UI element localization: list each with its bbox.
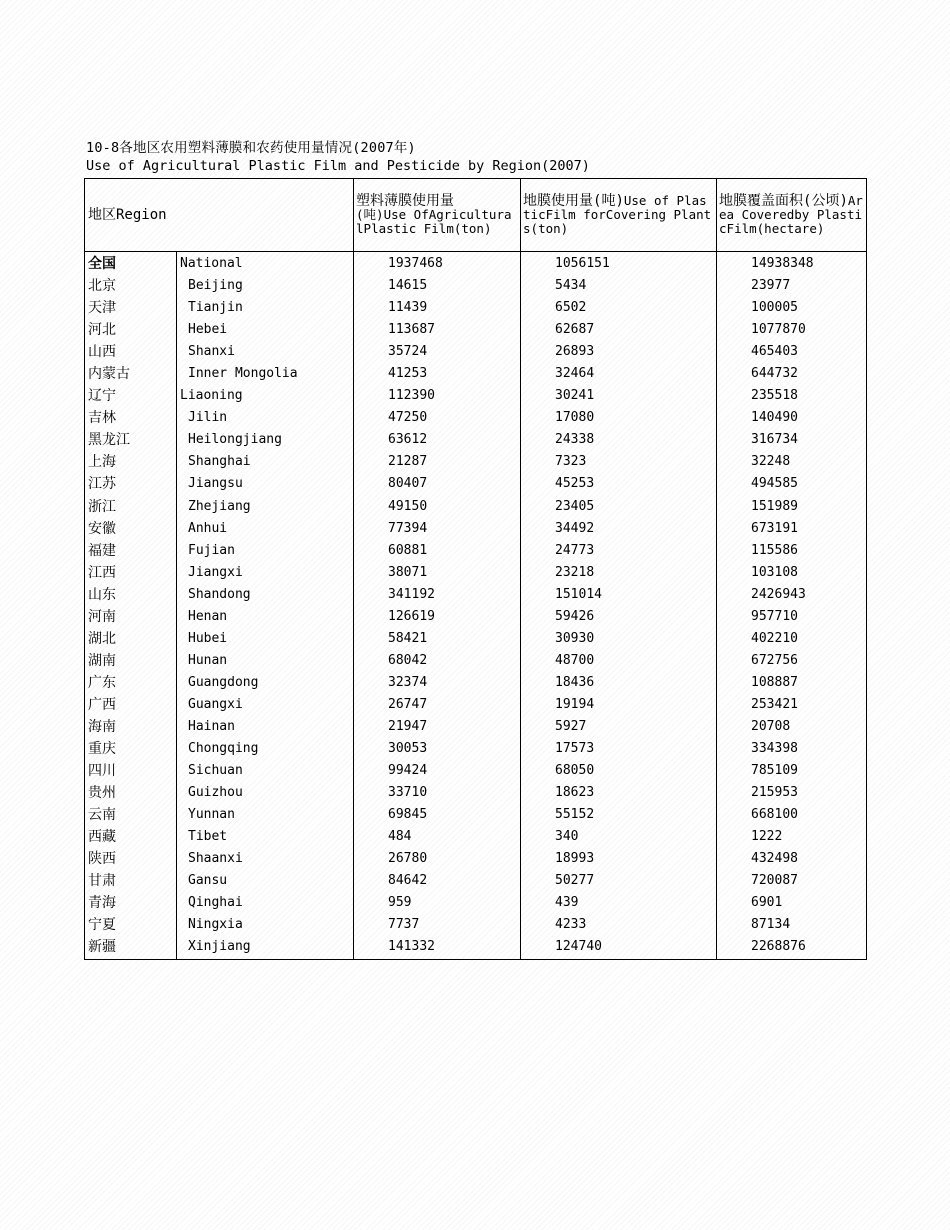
header-mulch-film-use-en: Use of PlasticFilm forCovering Plants(ton) <box>523 193 712 236</box>
covered-area-value: 235518 <box>717 385 867 407</box>
plastic-film-use-value: 63612 <box>354 429 521 451</box>
header-row <box>85 179 867 252</box>
covered-area-value: 465403 <box>717 341 867 363</box>
region-name-cn: 西藏 <box>85 826 177 848</box>
region-name-cn: 内蒙古 <box>85 363 177 385</box>
covered-area-value: 668100 <box>717 804 867 826</box>
region-name-cn: 北京 <box>85 275 177 297</box>
plastic-film-use-value: 68042 <box>354 650 521 672</box>
table-body <box>85 252 867 960</box>
plastic-film-use-value: 113687 <box>354 319 521 341</box>
table-row <box>85 363 867 385</box>
mulch-film-use-value: 17573 <box>521 738 717 760</box>
header-region <box>85 179 354 252</box>
plastic-film-use-value: 959 <box>354 892 521 914</box>
table-row <box>85 628 867 650</box>
mulch-film-use-value: 7323 <box>521 451 717 473</box>
table-row <box>85 650 867 672</box>
mulch-film-use-value: 55152 <box>521 804 717 826</box>
table-row <box>85 694 867 716</box>
covered-area-value: 1077870 <box>717 319 867 341</box>
region-name-en: Guizhou <box>177 782 354 804</box>
region-name-cn: 辽宁 <box>85 385 177 407</box>
covered-area-value: 672756 <box>717 650 867 672</box>
region-name-en: Zhejiang <box>177 496 354 518</box>
region-name-en: Jiangxi <box>177 562 354 584</box>
covered-area-value: 2426943 <box>717 584 867 606</box>
covered-area-value: 140490 <box>717 407 867 429</box>
plastic-film-use-value: 99424 <box>354 760 521 782</box>
region-name-cn: 福建 <box>85 540 177 562</box>
region-name-cn: 贵州 <box>85 782 177 804</box>
region-name-en: Shanghai <box>177 451 354 473</box>
mulch-film-use-value: 23218 <box>521 562 717 584</box>
region-name-en: Jiangsu <box>177 473 354 495</box>
plastic-film-use-value: 1937468 <box>354 252 521 276</box>
mulch-film-use-value: 340 <box>521 826 717 848</box>
plastic-film-use-value: 60881 <box>354 540 521 562</box>
header-region-label: 地区Region <box>88 207 167 223</box>
covered-area-value: 720087 <box>717 870 867 892</box>
region-name-en: Gansu <box>177 870 354 892</box>
region-name-cn: 河南 <box>85 606 177 628</box>
mulch-film-use-value: 17080 <box>521 407 717 429</box>
table-row <box>85 716 867 738</box>
region-name-cn: 陕西 <box>85 848 177 870</box>
plastic-film-use-value: 26747 <box>354 694 521 716</box>
covered-area-value: 23977 <box>717 275 867 297</box>
region-name-en: Xinjiang <box>177 936 354 959</box>
covered-area-value: 100005 <box>717 297 867 319</box>
region-name-en: Anhui <box>177 518 354 540</box>
region-name-cn: 天津 <box>85 297 177 319</box>
plastic-film-use-value: 112390 <box>354 385 521 407</box>
plastic-film-use-value: 32374 <box>354 672 521 694</box>
table-row <box>85 782 867 804</box>
region-name-en: Hunan <box>177 650 354 672</box>
table-row <box>85 297 867 319</box>
covered-area-value: 253421 <box>717 694 867 716</box>
table-row <box>85 518 867 540</box>
region-name-cn: 湖北 <box>85 628 177 650</box>
plastic-film-use-value: 35724 <box>354 341 521 363</box>
plastic-film-use-value: 26780 <box>354 848 521 870</box>
plastic-film-use-value: 77394 <box>354 518 521 540</box>
covered-area-value: 432498 <box>717 848 867 870</box>
region-name-cn: 湖南 <box>85 650 177 672</box>
header-plastic-film-use <box>354 179 521 252</box>
mulch-film-use-value: 32464 <box>521 363 717 385</box>
table-row <box>85 892 867 914</box>
table-row <box>85 804 867 826</box>
covered-area-value: 32248 <box>717 451 867 473</box>
plastic-film-use-value: 341192 <box>354 584 521 606</box>
region-name-en: Inner Mongolia <box>177 363 354 385</box>
plastic-film-use-value: 14615 <box>354 275 521 297</box>
region-name-en: Jilin <box>177 407 354 429</box>
plastic-film-use-value: 21947 <box>354 716 521 738</box>
plastic-film-use-value: 47250 <box>354 407 521 429</box>
plastic-film-use-value: 7737 <box>354 914 521 936</box>
plastic-film-use-value: 38071 <box>354 562 521 584</box>
mulch-film-use-value: 18993 <box>521 848 717 870</box>
covered-area-value: 1222 <box>717 826 867 848</box>
plastic-film-use-value: 141332 <box>354 936 521 959</box>
mulch-film-use-value: 4233 <box>521 914 717 936</box>
plastic-film-use-value: 80407 <box>354 473 521 495</box>
mulch-film-use-value: 5927 <box>521 716 717 738</box>
table-row <box>85 385 867 407</box>
plastic-film-use-value: 126619 <box>354 606 521 628</box>
table-row <box>85 936 867 959</box>
region-name-en: Chongqing <box>177 738 354 760</box>
table-row <box>85 341 867 363</box>
covered-area-value: 103108 <box>717 562 867 584</box>
mulch-film-use-value: 19194 <box>521 694 717 716</box>
region-name-en: Hebei <box>177 319 354 341</box>
region-name-en: Fujian <box>177 540 354 562</box>
data-table <box>84 178 867 960</box>
covered-area-value: 316734 <box>717 429 867 451</box>
region-name-en: Heilongjiang <box>177 429 354 451</box>
mulch-film-use-value: 26893 <box>521 341 717 363</box>
covered-area-value: 494585 <box>717 473 867 495</box>
region-name-cn: 江苏 <box>85 473 177 495</box>
table-row <box>85 275 867 297</box>
plastic-film-use-value: 33710 <box>354 782 521 804</box>
mulch-film-use-value: 6502 <box>521 297 717 319</box>
table-row <box>85 540 867 562</box>
mulch-film-use-value: 30241 <box>521 385 717 407</box>
mulch-film-use-value: 68050 <box>521 760 717 782</box>
plastic-film-use-value: 58421 <box>354 628 521 650</box>
region-name-en: Tianjin <box>177 297 354 319</box>
header-plastic-film-use-cn: 塑料薄膜使用量 <box>356 193 455 209</box>
region-name-cn: 重庆 <box>85 738 177 760</box>
region-name-cn: 浙江 <box>85 496 177 518</box>
plastic-film-use-value: 30053 <box>354 738 521 760</box>
region-name-en: Beijing <box>177 275 354 297</box>
table-row <box>85 562 867 584</box>
table-row <box>85 473 867 495</box>
mulch-film-use-value: 34492 <box>521 518 717 540</box>
table-row <box>85 760 867 782</box>
mulch-film-use-value: 151014 <box>521 584 717 606</box>
table-row <box>85 319 867 341</box>
region-name-en: Tibet <box>177 826 354 848</box>
mulch-film-use-value: 45253 <box>521 473 717 495</box>
table-row <box>85 738 867 760</box>
region-name-cn: 宁夏 <box>85 914 177 936</box>
header-covered-area-cn: 地膜覆盖面积(公顷) <box>719 193 848 209</box>
table-title-chinese: 10-8各地区农用塑料薄膜和农药使用量情况(2007年) <box>86 140 416 156</box>
table-title-english: Use of Agricultural Plastic Film and Pesticide by Region(2007) <box>86 158 590 174</box>
mulch-film-use-value: 24773 <box>521 540 717 562</box>
region-name-cn: 江西 <box>85 562 177 584</box>
table-row <box>85 672 867 694</box>
region-name-en: Henan <box>177 606 354 628</box>
mulch-film-use-value: 50277 <box>521 870 717 892</box>
covered-area-value: 2268876 <box>717 936 867 959</box>
table-row <box>85 584 867 606</box>
region-name-en: Sichuan <box>177 760 354 782</box>
mulch-film-use-value: 18436 <box>521 672 717 694</box>
covered-area-value: 20708 <box>717 716 867 738</box>
region-name-en: Hubei <box>177 628 354 650</box>
mulch-film-use-value: 18623 <box>521 782 717 804</box>
region-name-cn: 四川 <box>85 760 177 782</box>
region-name-cn: 全国 <box>85 252 177 276</box>
region-name-en: Qinghai <box>177 892 354 914</box>
region-name-cn: 青海 <box>85 892 177 914</box>
covered-area-value: 785109 <box>717 760 867 782</box>
mulch-film-use-value: 23405 <box>521 496 717 518</box>
region-name-en: Guangdong <box>177 672 354 694</box>
plastic-film-use-value: 21287 <box>354 451 521 473</box>
plastic-film-use-value: 11439 <box>354 297 521 319</box>
table-row <box>85 870 867 892</box>
header-covered-area-en: Area Coveredby PlasticFilm(hectare) <box>719 193 863 236</box>
mulch-film-use-value: 24338 <box>521 429 717 451</box>
table-row <box>85 606 867 628</box>
region-name-cn: 黑龙江 <box>85 429 177 451</box>
region-name-cn: 河北 <box>85 319 177 341</box>
covered-area-value: 14938348 <box>717 252 867 276</box>
region-name-en: Shandong <box>177 584 354 606</box>
region-name-en: Shanxi <box>177 341 354 363</box>
region-name-cn: 山西 <box>85 341 177 363</box>
region-name-en: National <box>177 252 354 276</box>
covered-area-value: 115586 <box>717 540 867 562</box>
region-name-en: Ningxia <box>177 914 354 936</box>
region-name-cn: 新疆 <box>85 936 177 959</box>
plastic-film-use-value: 84642 <box>354 870 521 892</box>
table-row <box>85 429 867 451</box>
region-name-cn: 安徽 <box>85 518 177 540</box>
covered-area-value: 957710 <box>717 606 867 628</box>
covered-area-value: 673191 <box>717 518 867 540</box>
covered-area-value: 151989 <box>717 496 867 518</box>
table-row <box>85 451 867 473</box>
covered-area-value: 334398 <box>717 738 867 760</box>
table-row <box>85 252 867 276</box>
covered-area-value: 87134 <box>717 914 867 936</box>
covered-area-value: 6901 <box>717 892 867 914</box>
mulch-film-use-value: 1056151 <box>521 252 717 276</box>
region-name-en: Yunnan <box>177 804 354 826</box>
table-row <box>85 914 867 936</box>
region-name-cn: 云南 <box>85 804 177 826</box>
header-covered-area <box>717 179 867 252</box>
mulch-film-use-value: 5434 <box>521 275 717 297</box>
region-name-cn: 吉林 <box>85 407 177 429</box>
plastic-film-use-value: 69845 <box>354 804 521 826</box>
covered-area-value: 402210 <box>717 628 867 650</box>
table-row <box>85 407 867 429</box>
region-name-cn: 广东 <box>85 672 177 694</box>
plastic-film-use-value: 49150 <box>354 496 521 518</box>
covered-area-value: 108887 <box>717 672 867 694</box>
covered-area-value: 215953 <box>717 782 867 804</box>
header-plastic-film-use-en: (吨)Use OfAgriculturalPlastic Film(ton) <box>356 207 512 236</box>
mulch-film-use-value: 439 <box>521 892 717 914</box>
region-name-cn: 甘肃 <box>85 870 177 892</box>
mulch-film-use-value: 124740 <box>521 936 717 959</box>
mulch-film-use-value: 62687 <box>521 319 717 341</box>
region-name-cn: 海南 <box>85 716 177 738</box>
region-name-en: Guangxi <box>177 694 354 716</box>
table-row <box>85 496 867 518</box>
region-name-en: Liaoning <box>177 385 354 407</box>
mulch-film-use-value: 30930 <box>521 628 717 650</box>
plastic-film-use-value: 484 <box>354 826 521 848</box>
plastic-film-use-value: 41253 <box>354 363 521 385</box>
region-name-cn: 广西 <box>85 694 177 716</box>
table-row <box>85 826 867 848</box>
region-name-en: Hainan <box>177 716 354 738</box>
table-row <box>85 848 867 870</box>
covered-area-value: 644732 <box>717 363 867 385</box>
mulch-film-use-value: 48700 <box>521 650 717 672</box>
region-name-cn: 山东 <box>85 584 177 606</box>
mulch-film-use-value: 59426 <box>521 606 717 628</box>
header-mulch-film-use-cn: 地膜使用量(吨) <box>523 193 624 209</box>
header-mulch-film-use <box>521 179 717 252</box>
region-name-en: Shaanxi <box>177 848 354 870</box>
region-name-cn: 上海 <box>85 451 177 473</box>
